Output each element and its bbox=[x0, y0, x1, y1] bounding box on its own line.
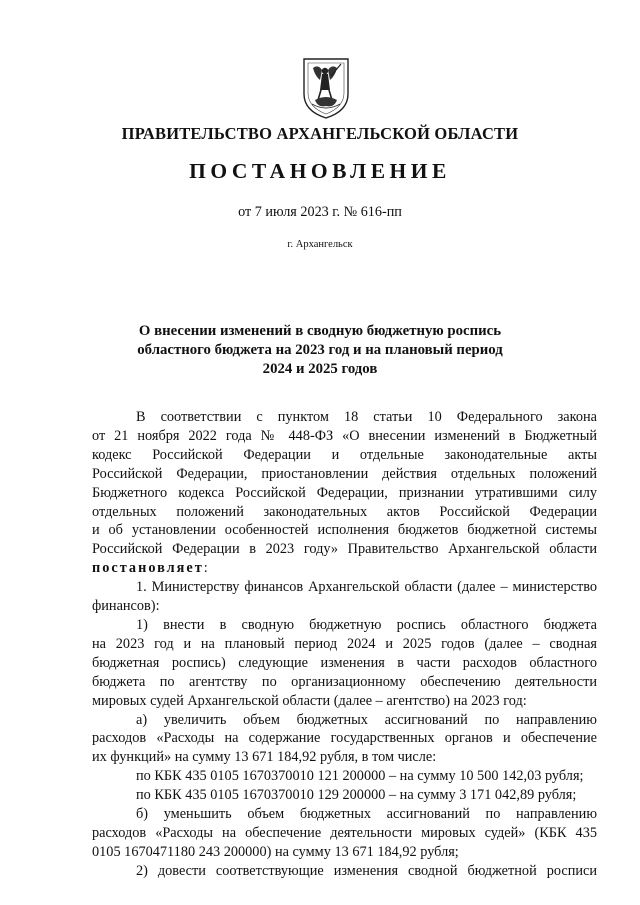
document-type: ПОСТАНОВЛЕНИЕ bbox=[189, 159, 451, 183]
paragraph-line: Бюджетного кодекса Российской Федерации, признании утратившими силу bbox=[92, 484, 597, 501]
document-city: г. Архангельск bbox=[287, 239, 353, 250]
government-name: ПРАВИТЕЛЬСТВО АРХАНГЕЛЬСКОЙ ОБЛАСТИ bbox=[121, 124, 519, 143]
document-title bbox=[0, 322, 640, 379]
title-line: 2024 и 2025 годов bbox=[262, 361, 378, 377]
coat-of-arms-icon bbox=[301, 56, 351, 120]
paragraph-line: Российской Федерации, приостановлении действия отдельных положений bbox=[92, 465, 597, 482]
paragraph-line: по КБК 435 0105 1670370010 121 200000 – на сумму 10 500 142,03 рубля; bbox=[136, 768, 584, 785]
paragraph-line: расходов «Расходы на содержание государственных органов и обеспечение bbox=[92, 730, 597, 747]
paragraph-line: 2) довести соответствующие изменения сводной бюджетной росписи bbox=[136, 862, 597, 879]
paragraph-line: 1. Министерству финансов Архангельской области (далее – министерство bbox=[136, 579, 597, 596]
paragraph-line: бюджетная роспись) следующие изменения в части расходов областного bbox=[92, 654, 597, 671]
paragraph-line: Российской Федерации в 2023 году» Правительство Архангельской области bbox=[92, 541, 597, 558]
paragraph-line: и об установлении особенностей исполнения бюджетов бюджетной системы bbox=[92, 522, 597, 539]
title-line: О внесении изменений в сводную бюджетную роспись bbox=[138, 323, 502, 339]
paragraph-line: финансов): bbox=[92, 598, 160, 615]
paragraph-line: 1) внести в сводную бюджетную роспись областного бюджета bbox=[136, 616, 597, 633]
document-body bbox=[92, 408, 597, 881]
paragraph-line: В соответствии с пунктом 18 статьи 10 Федерального закона bbox=[136, 409, 597, 425]
paragraph-line: кодекс Российской Федерации и отдельные законодательные акты bbox=[92, 446, 597, 463]
paragraph-line: от 21 ноября 2022 года № 448-ФЗ «О внесении изменений в Бюджетный bbox=[92, 427, 597, 444]
paragraph-line: б) уменьшить объем бюджетных ассигнований по направлению bbox=[136, 806, 597, 823]
title-line: областного бюджета на 2023 год и на плановый период bbox=[137, 342, 503, 358]
paragraph-line: бюджета по агентству по организационному обеспечению деятельности bbox=[92, 673, 597, 690]
paragraph-line: мировых судей Архангельской области (далее – агентство) на 2023 год: bbox=[92, 692, 527, 709]
punctuation: : bbox=[203, 560, 208, 577]
paragraph-line: а) увеличить объем бюджетных ассигнований по направлению bbox=[136, 711, 597, 728]
document-date-number: от 7 июля 2023 г. № 616-пп bbox=[238, 204, 402, 220]
paragraph-line: расходов «Расходы на обеспечение деятельности мировых судей» (КБК 435 bbox=[92, 824, 597, 841]
paragraph-line: 0105 1670471180 243 200000) на сумму 13 671 184,92 рубля; bbox=[92, 843, 459, 860]
paragraph-line bbox=[92, 559, 597, 578]
paragraph-line: по КБК 435 0105 1670370010 129 200000 – на сумму 3 171 042,89 рубля; bbox=[136, 787, 577, 804]
resolves-word: постановляет bbox=[92, 560, 204, 577]
paragraph-line: их функций» на сумму 13 671 184,92 рубля, в том числе: bbox=[92, 749, 437, 766]
paragraph-line: на 2023 год и на плановый период 2024 и 2025 годов (далее – сводная bbox=[92, 635, 597, 652]
paragraph-line: отдельных положений законодательных актов Российской Федерации bbox=[92, 503, 597, 520]
